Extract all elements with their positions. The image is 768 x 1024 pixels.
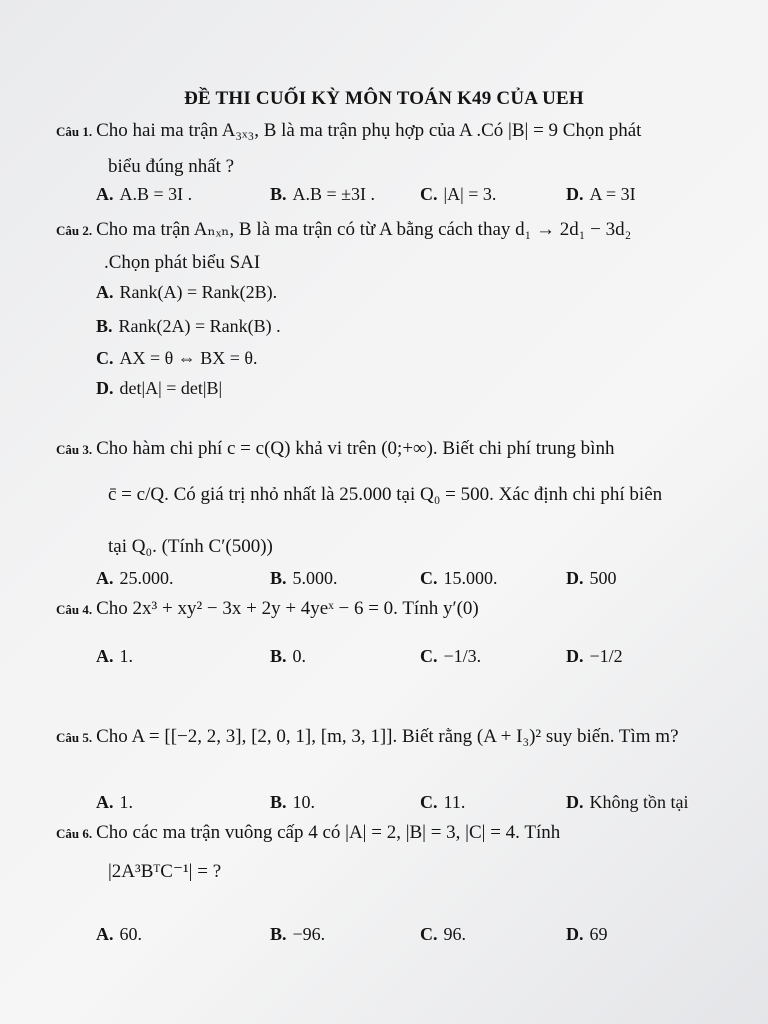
option-label: B. <box>270 792 287 812</box>
option-text: 1. <box>119 646 133 666</box>
question-text-cont: biểu đúng nhất ? <box>108 156 235 177</box>
option-d <box>566 792 689 813</box>
question-5 <box>56 726 679 748</box>
option-b <box>270 646 306 667</box>
option-label: A. <box>96 568 114 588</box>
question-1 <box>56 120 641 142</box>
option-a <box>96 184 192 205</box>
option-label: A. <box>96 646 114 666</box>
option-c <box>420 924 466 945</box>
option-a <box>96 924 142 945</box>
option-d <box>96 378 222 399</box>
option-text: 15.000. <box>443 568 498 588</box>
question-text-cont: .Chọn phát biểu SAI <box>104 252 261 273</box>
question-text-cont: c̄ = c/Q. Có giá trị nhỏ nhất là 25.000 tại Q₀ = 500. Xác định chi phí biên <box>108 484 663 505</box>
option-a <box>96 568 174 589</box>
option-text: AX = θ ⇔ BX = θ. <box>119 348 258 368</box>
option-label: B. <box>270 646 287 666</box>
question-3 <box>56 438 614 460</box>
option-text: −96. <box>292 924 326 944</box>
option-b <box>270 184 375 205</box>
option-text: |A| = 3. <box>443 184 497 204</box>
option-label: B. <box>270 184 287 204</box>
option-text: 11. <box>443 792 466 812</box>
question-number: Câu 5. <box>56 730 93 745</box>
question-text: Cho hai ma trận A₃ₓ₃, B là ma trận phụ hợp của A .Có |B| = 9 Chọn phát <box>96 120 642 141</box>
option-d <box>566 646 623 667</box>
option-text: Rank(2A) = Rank(B) . <box>118 316 281 336</box>
question-text: Cho A = [[−2, 2, 3], [2, 0, 1], [m, 3, 1]]. Biết rằng (A + I₃)² suy biến. Tìm m? <box>96 726 679 747</box>
option-text: −1/3. <box>443 646 482 666</box>
option-b <box>270 792 315 813</box>
option-a <box>96 282 277 303</box>
option-c <box>96 348 258 369</box>
option-d <box>566 184 636 205</box>
exam-title: ĐỀ THI CUỐI KỲ MÔN TOÁN K49 CỦA UEH <box>184 88 584 109</box>
option-a <box>96 792 133 813</box>
question-number: Câu 3. <box>56 442 93 457</box>
option-label: D. <box>96 378 114 398</box>
option-b <box>270 924 325 945</box>
option-label: A. <box>96 282 114 302</box>
option-b <box>270 568 338 589</box>
option-c <box>420 646 481 667</box>
option-text: 5.000. <box>292 568 338 588</box>
option-label: B. <box>270 568 287 588</box>
option-c <box>420 568 498 589</box>
option-text: 60. <box>119 924 142 944</box>
option-label: C. <box>420 184 438 204</box>
option-text: 25.000. <box>119 568 174 588</box>
option-label: D. <box>566 792 584 812</box>
question-number: Câu 2. <box>56 223 93 238</box>
option-text: 0. <box>292 646 307 666</box>
question-number: Câu 1. <box>56 124 93 139</box>
option-label: C. <box>420 646 438 666</box>
option-a <box>96 646 133 667</box>
option-label: C. <box>420 792 438 812</box>
option-label: D. <box>566 924 584 944</box>
question-6 <box>56 822 560 844</box>
option-label: D. <box>566 184 584 204</box>
option-label: A. <box>96 792 114 812</box>
option-label: A. <box>96 184 114 204</box>
question-text-cont: tại Q₀. (Tính C′(500)) <box>108 536 273 557</box>
option-text: −1/2 <box>589 646 623 666</box>
option-text: det|A| = det|B| <box>119 378 223 398</box>
option-text: A.B = ±3I . <box>292 184 376 204</box>
option-c <box>420 184 496 205</box>
question-4 <box>56 598 479 620</box>
option-label: D. <box>566 568 584 588</box>
question-text: Cho 2x³ + xy² − 3x + 2y + 4yeˣ − 6 = 0. Tính y′(0) <box>96 598 479 619</box>
option-text: 500 <box>589 568 617 588</box>
option-text: A = 3I <box>589 184 636 204</box>
option-label: C. <box>420 924 438 944</box>
option-d <box>566 924 608 945</box>
question-text: Cho ma trận Aₙₓₙ, B là ma trận có từ A bằng cách thay d₁ → 2d₁ − 3d₂ <box>96 219 632 240</box>
option-text: 1. <box>119 792 133 812</box>
option-label: B. <box>96 316 113 336</box>
question-text: Cho hàm chi phí c = c(Q) khả vi trên (0;+∞). Biết chi phí trung bình <box>96 438 615 459</box>
option-text: 10. <box>292 792 316 812</box>
option-label: A. <box>96 924 114 944</box>
option-b <box>96 316 281 337</box>
option-text: Không tồn tại <box>589 792 689 812</box>
option-label: D. <box>566 646 584 666</box>
question-number: Câu 6. <box>56 826 93 841</box>
question-text-cont: |2A³BᵀC⁻¹| = ? <box>108 861 222 882</box>
option-c <box>420 792 465 813</box>
option-text: Rank(A) = Rank(2B). <box>119 282 278 302</box>
option-label: B. <box>270 924 287 944</box>
question-number: Câu 4. <box>56 602 93 617</box>
option-label: C. <box>96 348 114 368</box>
option-d <box>566 568 617 589</box>
option-label: C. <box>420 568 438 588</box>
option-text: 96. <box>443 924 466 944</box>
question-text: Cho các ma trận vuông cấp 4 có |A| = 2, |B| = 3, |C| = 4. Tính <box>96 822 561 843</box>
question-2 <box>56 218 631 241</box>
option-text: 69 <box>589 924 608 944</box>
option-text: A.B = 3I . <box>119 184 193 204</box>
